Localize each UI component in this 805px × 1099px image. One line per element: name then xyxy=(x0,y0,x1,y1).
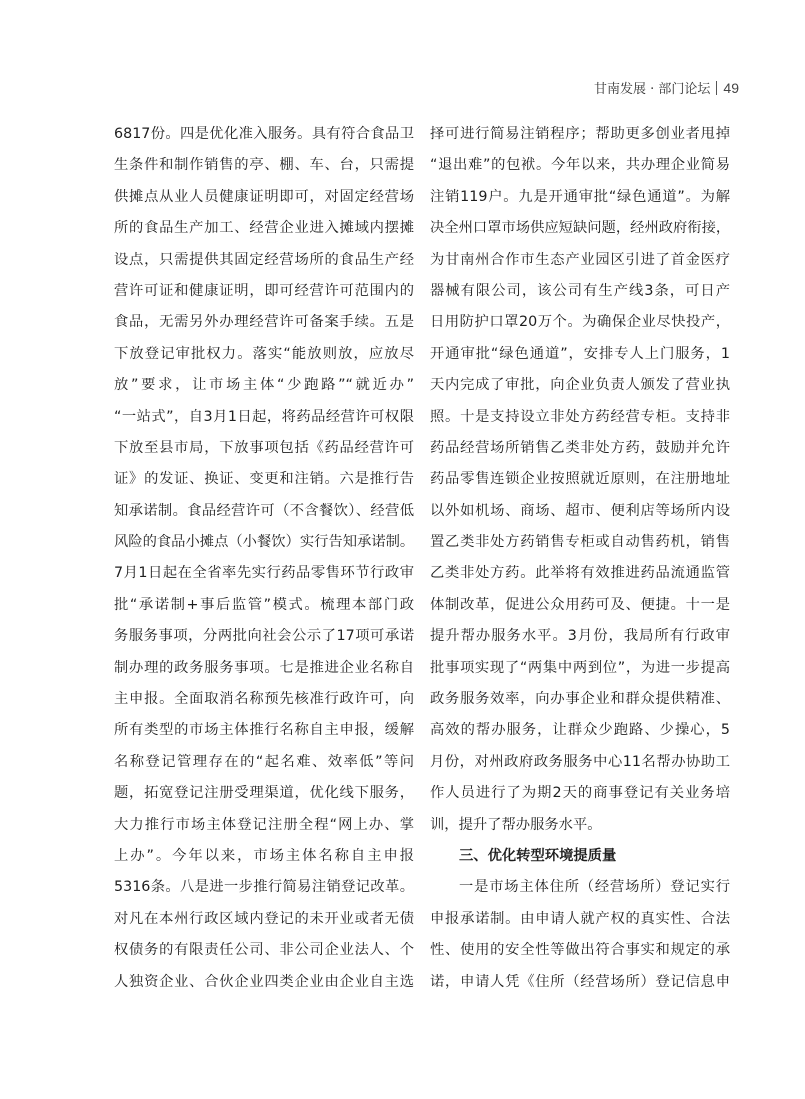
text-line: 批事项实现了“两集中两到位”，为进一步提高 xyxy=(430,659,730,676)
text-line: 药品经营场所销售乙类非处方药，鼓励并允许 xyxy=(430,439,730,456)
text-line: 所的食品生产加工、经营企业进入摊域内摆摊 xyxy=(114,220,414,237)
text-line: 性、使用的安全性等做出符合事实和规定的承 xyxy=(430,942,730,959)
header-title: 甘南发展 · 部门论坛 xyxy=(594,82,711,97)
text-line: 申报承诺制。由申请人就产权的真实性、合法 xyxy=(430,910,730,927)
text-line: 务服务事项，分两批向社会公示了17项可承诺 xyxy=(114,628,414,645)
text-line: 主申报。全面取消名称预先核准行政许可，向 xyxy=(114,691,414,708)
left-column xyxy=(114,119,414,998)
text-line: 名称登记管理存在的“起名难、效率低”等问 xyxy=(114,753,414,770)
text-line: 体制改革，促进公众用药可及、便捷。十一是 xyxy=(430,596,730,613)
text-line: 月份，对州政府政务服务中心11名帮办协助工 xyxy=(430,753,730,770)
text-line: 供摊点从业人员健康证明即可，对固定经营场 xyxy=(114,188,414,205)
text-line: 决全州口罩市场供应短缺问题，经州政府衔接， xyxy=(430,220,730,237)
text-line: 下放登记审批权力。落实“能放则放，应放尽 xyxy=(114,345,414,362)
text-line: 放”要求，让市场主体“少跑路”“就近办” xyxy=(114,377,414,394)
text-line: 高效的帮办服务，让群众少跑路、少操心，5 xyxy=(430,722,730,739)
text-line: 诺，申请人凭《住所（经营场所）登记信息申 xyxy=(430,973,730,990)
text-line: 设点，只需提供其固定经营场所的食品生产经 xyxy=(114,251,414,268)
text-line: “退出难”的包袱。今年以来，共办理企业简易 xyxy=(430,157,730,174)
text-line: 择可进行简易注销程序；帮助更多创业者甩掉 xyxy=(430,126,730,142)
text-line: 5316条。八是进一步推行简易注销登记改革。 xyxy=(114,879,414,896)
running-header xyxy=(594,78,739,97)
text-line: 上办”。今年以来，市场主体名称自主申报 xyxy=(114,847,414,864)
text-line: 注销119户。九是开通审批“绿色通道”。为解 xyxy=(430,188,730,205)
text-line: 开通审批“绿色通道”，安排专人上门服务，1 xyxy=(430,345,730,362)
text-line: 天内完成了审批，向企业负责人颁发了营业执 xyxy=(430,377,730,394)
text-line: 风险的食品小摊点（小餐饮）实行告知承诺制。 xyxy=(114,534,414,551)
text-line: 营许可证和健康证明，即可经营许可范围内的 xyxy=(114,282,414,299)
text-line: 器械有限公司，该公司有生产线3条，可日产 xyxy=(430,282,730,299)
text-line: 药品零售连锁企业按照就近原则，在注册地址 xyxy=(430,471,730,488)
text-line: 日用防护口罩20万个。为确保企业尽快投产， xyxy=(430,314,730,331)
text-line: 以外如机场、商场、超市、便利店等场所内设 xyxy=(430,502,730,519)
text-line: 人独资企业、合伙企业四类企业由企业自主选 xyxy=(114,973,414,990)
text-line: 照。十是支持设立非处方药经营专柜。支持非 xyxy=(430,408,730,425)
text-line: 一是市场主体住所（经营场所）登记实行 xyxy=(459,879,730,896)
header-divider xyxy=(716,81,717,95)
text-line: 生条件和制作销售的亭、棚、车、台，只需提 xyxy=(114,157,414,174)
text-line: 对凡在本州行政区域内登记的未开业或者无债 xyxy=(114,910,414,927)
text-line: 制办理的政务服务事项。七是推进企业名称自 xyxy=(114,659,414,676)
text-line: “一站式”，自3月1日起，将药品经营许可权限 xyxy=(114,408,414,425)
right-column xyxy=(430,119,730,998)
text-line: 权债务的有限责任公司、非公司企业法人、个 xyxy=(114,942,414,959)
text-line: 食品，无需另外办理经营许可备案手续。五是 xyxy=(114,314,414,331)
text-line: 6817份。四是优化准入服务。具有符合食品卫 xyxy=(114,126,414,142)
section-heading: 三、优化转型环境提质量 xyxy=(459,847,617,864)
text-line: 批“承诺制+事后监管”模式。梳理本部门政 xyxy=(114,596,414,613)
text-line: 提升帮办服务水平。3月份，我局所有行政审 xyxy=(430,628,730,645)
text-line: 乙类非处方药。此举将有效推进药品流通监管 xyxy=(430,565,730,582)
text-line: 下放至县市局，下放事项包括《药品经营许可 xyxy=(114,439,414,456)
text-line: 知承诺制。食品经营许可（不含餐饮）、经营低 xyxy=(114,502,414,519)
page-number: 49 xyxy=(723,79,739,96)
text-line: 训，提升了帮办服务水平。 xyxy=(430,816,602,833)
text-line: 7月1日起在全省率先实行药品零售环节行政审 xyxy=(114,565,414,582)
text-line: 所有类型的市场主体推行名称自主申报，缓解 xyxy=(114,722,414,739)
text-line: 证》的发证、换证、变更和注销。六是推行告 xyxy=(114,471,414,488)
text-line: 题，拓宽登记注册受理渠道，优化线下服务， xyxy=(114,785,414,802)
text-line: 政务服务效率，向办事企业和群众提供精准、 xyxy=(430,691,730,708)
text-line: 大力推行市场主体登记注册全程“网上办、掌 xyxy=(114,816,414,833)
text-line: 为甘南州合作市生态产业园区引进了首金医疗 xyxy=(430,251,730,268)
text-line: 置乙类非处方药销售专柜或自动售药机，销售 xyxy=(430,534,730,551)
text-line: 作人员进行了为期2天的商事登记有关业务培 xyxy=(430,785,730,802)
